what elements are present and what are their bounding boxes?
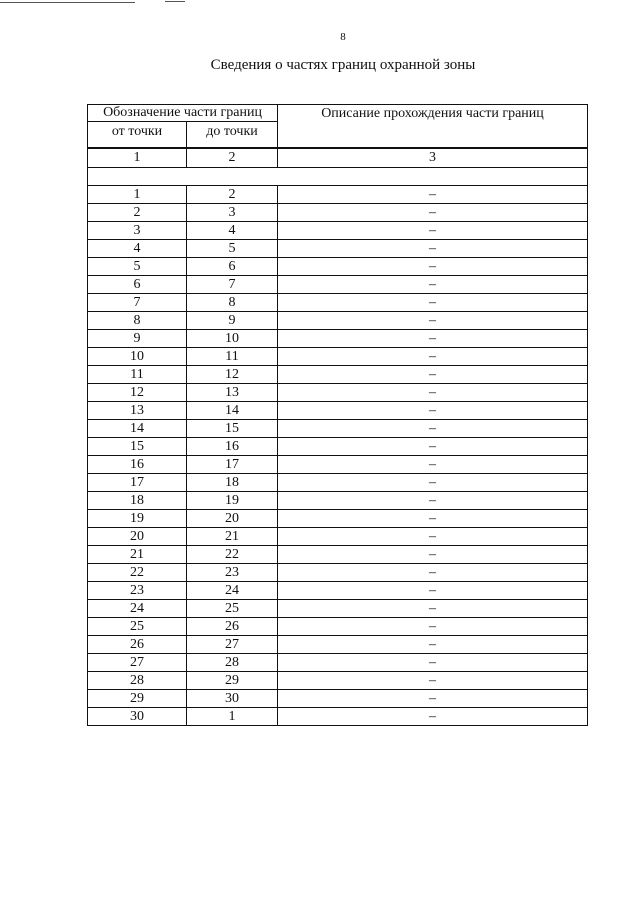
table-row [88,528,588,546]
cell-description: – [278,438,588,456]
cell-to-point: 9 [187,312,278,330]
cell-to-point: 30 [187,690,278,708]
cell-to-point: 14 [187,402,278,420]
header-row [88,105,588,122]
cell-description: – [278,330,588,348]
cell-description: – [278,240,588,258]
cell-from-point: 6 [88,276,187,294]
cell-from-point: 15 [88,438,187,456]
cell-from-point: 30 [88,708,187,726]
cell-from-point: 22 [88,564,187,582]
cell-description: – [278,564,588,582]
cell-description: – [278,690,588,708]
cell-to-point: 27 [187,636,278,654]
table-row [88,654,588,672]
cell-from-point: 11 [88,366,187,384]
table-row [88,438,588,456]
cell-to-point: 17 [187,456,278,474]
cell-description: – [278,276,588,294]
cell-from-point: 17 [88,474,187,492]
cell-to-point: 19 [187,492,278,510]
cell-from-point: 7 [88,294,187,312]
table-row [88,258,588,276]
cell-from-point: 3 [88,222,187,240]
header-to-point: до точки [187,122,278,149]
cell-from-point: 18 [88,492,187,510]
cell-to-point: 29 [187,672,278,690]
table-row [88,366,588,384]
table-row [88,636,588,654]
cell-to-point: 25 [187,600,278,618]
cell-description: – [278,618,588,636]
table-row [88,510,588,528]
table-row [88,420,588,438]
column-number-row [88,148,588,168]
cell-from-point: 16 [88,456,187,474]
table-row [88,492,588,510]
cell-to-point: 20 [187,510,278,528]
boundary-table [87,104,588,726]
cell-description: – [278,402,588,420]
cell-description: – [278,672,588,690]
cell-to-point: 7 [187,276,278,294]
table-body [88,186,588,726]
cell-description: – [278,312,588,330]
table-row [88,672,588,690]
cell-description: – [278,348,588,366]
table-row [88,690,588,708]
cell-from-point: 13 [88,402,187,420]
table-row [88,456,588,474]
page-title: Сведения о частях границ охранной зоны [210,57,476,73]
cell-from-point: 20 [88,528,187,546]
cell-to-point: 16 [187,438,278,456]
cell-to-point: 11 [187,348,278,366]
header-from-point: от точки [88,122,187,149]
cell-from-point: 10 [88,348,187,366]
cell-description: – [278,384,588,402]
cell-to-point: 2 [187,186,278,204]
cell-description: – [278,510,588,528]
table-row [88,600,588,618]
table-row [88,708,588,726]
cell-description: – [278,636,588,654]
table-row [88,546,588,564]
cell-description: – [278,546,588,564]
cell-description: – [278,186,588,204]
cell-to-point: 26 [187,618,278,636]
cell-from-point: 14 [88,420,187,438]
table-row [88,402,588,420]
cell-from-point: 25 [88,618,187,636]
cell-from-point: 28 [88,672,187,690]
cell-from-point: 29 [88,690,187,708]
cell-description: – [278,420,588,438]
cell-from-point: 5 [88,258,187,276]
cell-description: – [278,366,588,384]
column-number: 3 [278,148,588,168]
cell-to-point: 24 [187,582,278,600]
cell-from-point: 1 [88,186,187,204]
table-row [88,564,588,582]
cell-to-point: 4 [187,222,278,240]
cell-from-point: 4 [88,240,187,258]
cell-to-point: 6 [187,258,278,276]
table-row [88,384,588,402]
cell-to-point: 8 [187,294,278,312]
cell-to-point: 3 [187,204,278,222]
table-row [88,276,588,294]
cell-to-point: 12 [187,366,278,384]
scan-line [165,1,185,2]
scan-line [0,2,135,3]
cell-to-point: 10 [187,330,278,348]
cell-description: – [278,474,588,492]
table-row [88,582,588,600]
cell-description: – [278,582,588,600]
cell-from-point: 27 [88,654,187,672]
cell-from-point: 23 [88,582,187,600]
cell-description: – [278,654,588,672]
empty-row [88,168,588,186]
cell-from-point: 19 [88,510,187,528]
cell-description: – [278,600,588,618]
cell-description: – [278,258,588,276]
table-row [88,330,588,348]
cell-from-point: 9 [88,330,187,348]
cell-description: – [278,528,588,546]
cell-from-point: 24 [88,600,187,618]
cell-description: – [278,204,588,222]
cell-to-point: 23 [187,564,278,582]
table-row [88,312,588,330]
column-number: 1 [88,148,187,168]
cell-to-point: 15 [187,420,278,438]
cell-to-point: 22 [187,546,278,564]
cell-description: – [278,456,588,474]
cell-to-point: 13 [187,384,278,402]
table-row [88,222,588,240]
table-row [88,474,588,492]
column-number: 2 [187,148,278,168]
header-description: Описание прохождения части границ [278,105,588,149]
cell-from-point: 26 [88,636,187,654]
cell-to-point: 28 [187,654,278,672]
cell-to-point: 18 [187,474,278,492]
table-row [88,294,588,312]
header-boundary-designation: Обозначение части границ [88,105,278,122]
cell-from-point: 21 [88,546,187,564]
cell-to-point: 21 [187,528,278,546]
cell-from-point: 2 [88,204,187,222]
cell-description: – [278,708,588,726]
cell-description: – [278,492,588,510]
table-row [88,186,588,204]
page-number: 8 [340,31,346,43]
table-row [88,204,588,222]
cell-to-point: 5 [187,240,278,258]
empty-cell [88,168,588,186]
cell-from-point: 8 [88,312,187,330]
cell-from-point: 12 [88,384,187,402]
cell-description: – [278,294,588,312]
table-row [88,240,588,258]
cell-description: – [278,222,588,240]
cell-to-point: 1 [187,708,278,726]
table-row [88,348,588,366]
table-row [88,618,588,636]
